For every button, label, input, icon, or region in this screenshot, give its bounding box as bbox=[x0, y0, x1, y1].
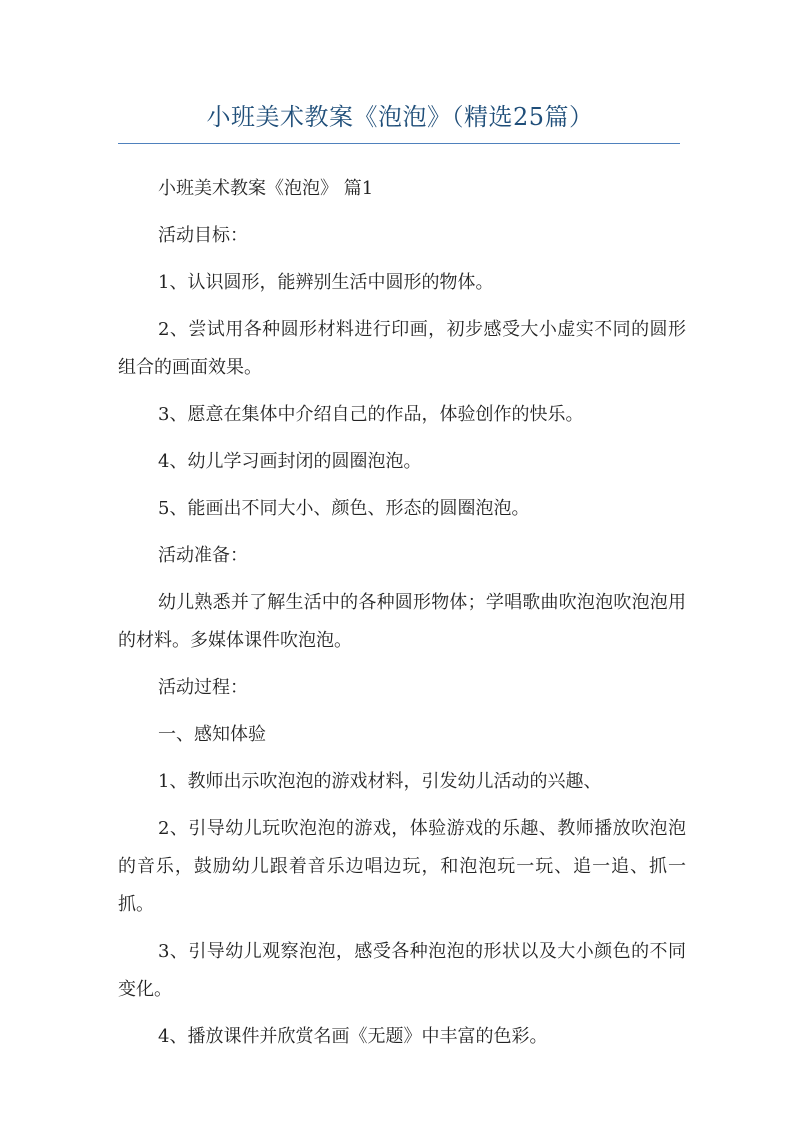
goal-item: 3、愿意在集体中介绍自己的作品，体验创作的快乐。 bbox=[158, 404, 584, 425]
subheading-preparation: 活动准备： bbox=[158, 545, 248, 566]
subheading-goals: 活动目标： bbox=[158, 225, 248, 246]
goal-item: 5、能画出不同大小、颜色、形态的圆圈泡泡。 bbox=[158, 498, 530, 519]
document-title: 小班美术教案《泡泡》（精选25篇） bbox=[206, 103, 594, 131]
process-item: 3、引导幼儿观察泡泡，感受各种泡泡的形状以及大小颜色的不同变化。 bbox=[118, 941, 686, 1000]
process-step-heading: 一、感知体验 bbox=[158, 724, 266, 745]
document-body bbox=[118, 170, 686, 1065]
process-item: 4、播放课件并欣赏名画《无题》中丰富的色彩。 bbox=[158, 1026, 548, 1047]
section-heading: 小班美术教案《泡泡》 篇1 bbox=[158, 178, 374, 199]
process-item: 2、引导幼儿玩吹泡泡的游戏，体验游戏的乐趣、教师播放吹泡泡的音乐，鼓励幼儿跟着音乐边唱边玩，和泡泡玩一玩、追一追、抓一抓。 bbox=[118, 818, 686, 915]
goal-item: 2、尝试用各种圆形材料进行印画，初步感受大小虚实不同的圆形组合的画面效果。 bbox=[118, 319, 686, 378]
goal-item: 1、认识圆形，能辨别生活中圆形的物体。 bbox=[158, 272, 494, 293]
subheading-process: 活动过程： bbox=[158, 677, 248, 698]
goal-item: 4、幼儿学习画封闭的圆圈泡泡。 bbox=[158, 451, 422, 472]
preparation-text: 幼儿熟悉并了解生活中的各种圆形物体；学唱歌曲吹泡泡吹泡泡用的材料。多媒体课件吹泡泡。 bbox=[118, 592, 686, 651]
process-item: 1、教师出示吹泡泡的游戏材料，引发幼儿活动的兴趣、 bbox=[158, 771, 602, 792]
title-underline bbox=[118, 143, 680, 144]
